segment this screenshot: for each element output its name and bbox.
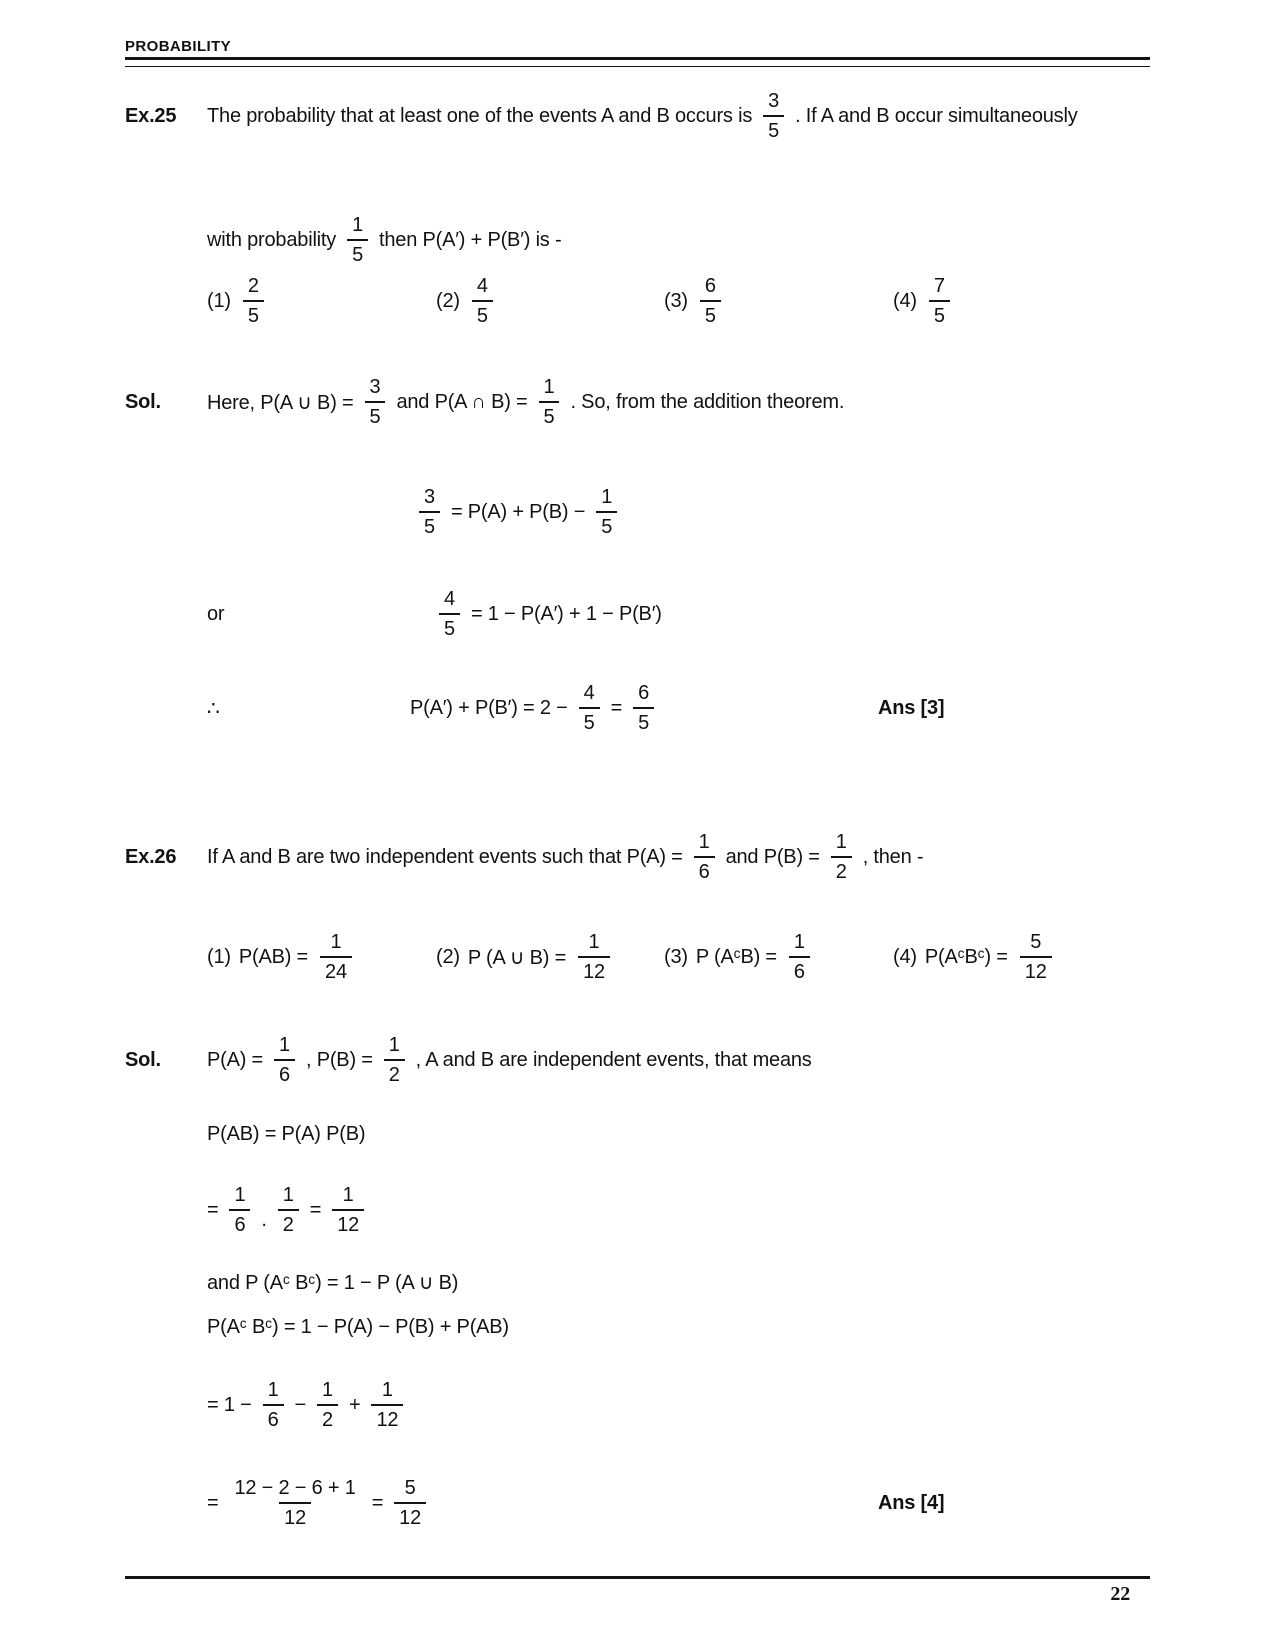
ex25-options-row	[125, 265, 1150, 337]
ex26-option-3	[664, 921, 814, 993]
fraction: $\frac{5}{12}$	[1020, 931, 1052, 984]
option-number: (3)	[664, 945, 688, 968]
ex25-option-1	[207, 265, 268, 337]
equation-text: =	[371, 1491, 384, 1514]
fraction: $\frac{1}{6}$	[694, 831, 715, 884]
header-rule	[125, 57, 1150, 67]
ex26-question-text: and P(B) =	[725, 845, 820, 868]
fraction: $\frac{3}{5}$	[365, 376, 386, 429]
ex25-equation-2	[125, 578, 1150, 650]
option-number: (4)	[893, 945, 917, 968]
fraction: $\frac{1}{6}$	[274, 1034, 295, 1087]
ex25-question-line1	[125, 80, 1150, 152]
ex26-equation-a	[125, 1174, 1232, 1246]
ex26-sol-text: , A and B are independent events, that means	[415, 1048, 812, 1071]
equation-text: = 1 − P(A′) + 1 − P(B′)	[470, 602, 662, 625]
equation-text: P(Aᶜ Bᶜ) = 1 − P(A) − P(B) + P(AB)	[207, 1315, 509, 1338]
equation-text: +	[348, 1393, 361, 1416]
ex26-line-and	[125, 1266, 1232, 1298]
ex26-line-pab	[125, 1118, 1232, 1150]
ex26-equation-b	[125, 1369, 1232, 1441]
fraction: $\frac{4}{5}$	[439, 588, 460, 641]
equation-text: =	[610, 696, 623, 719]
option-number: (2)	[436, 945, 460, 968]
fraction: $\frac{7}{5}$	[929, 275, 950, 328]
fraction: $\frac{1}{5}$	[347, 214, 368, 267]
page-title: PROBABILITY	[125, 38, 232, 55]
option-number: (2)	[436, 289, 460, 312]
ex25-label: Ex.25	[125, 104, 177, 127]
ex26-question-text: , then -	[862, 845, 924, 868]
fraction: $\frac{12 - 2 - 6 + 1}{12}$	[234, 1476, 356, 1529]
ex26-question-text: If A and B are two independent events such that P(A) =	[207, 845, 683, 868]
fraction: $\frac{1}{6}$	[789, 931, 810, 984]
fraction: $\frac{5}{12}$	[394, 1477, 426, 1530]
fraction: $\frac{1}{5}$	[596, 486, 617, 539]
fraction: $\frac{2}{5}$	[243, 275, 264, 328]
equation-text: −	[294, 1393, 307, 1416]
ex26-answer: Ans [4]	[878, 1491, 945, 1514]
ex25-equation-3	[125, 672, 1150, 744]
footer-rule	[125, 1576, 1150, 1579]
option-text: P (A ∪ B) =	[467, 946, 567, 969]
ex26-sol-label: Sol.	[125, 1048, 161, 1071]
option-number: (4)	[893, 289, 917, 312]
fraction: $\frac{4}{5}$	[579, 682, 600, 735]
ex25-question-text: . If A and B occur simultaneously	[795, 104, 1078, 127]
ex26-option-4	[893, 921, 1056, 993]
ex25-answer: Ans [3]	[878, 696, 945, 719]
ex25-sol-text: Here, P(A ∪ B) =	[207, 391, 354, 414]
option-number: (1)	[207, 945, 231, 968]
equation-text: =	[207, 1198, 219, 1221]
fraction: $\frac{1}{6}$	[229, 1184, 250, 1237]
fraction: $\frac{6}{5}$	[633, 682, 654, 735]
fraction: $\frac{1}{12}$	[332, 1184, 364, 1237]
ex26-sol-text: , P(B) =	[305, 1048, 373, 1071]
ex25-sol-label: Sol.	[125, 390, 161, 413]
equation	[410, 682, 658, 735]
fraction: $\frac{3}{5}$	[419, 486, 440, 539]
ex26-option-2	[436, 921, 614, 993]
ex25-option-2	[436, 265, 497, 337]
fraction: $\frac{6}{5}$	[700, 275, 721, 328]
ex26-label: Ex.26	[125, 845, 177, 868]
equation-text: = 1 −	[207, 1393, 252, 1416]
ex26-options-row	[125, 921, 1150, 993]
fraction: $\frac{1}{12}$	[578, 931, 610, 984]
fraction: $\frac{1}{12}$	[371, 1379, 403, 1432]
therefore-symbol: ∴	[207, 697, 220, 720]
page-number: 22	[1110, 1583, 1130, 1605]
equation-text: =	[309, 1198, 322, 1221]
ex25-sol-text: . So, from the addition theorem.	[570, 390, 845, 413]
option-number: (3)	[664, 289, 688, 312]
fraction: $\frac{4}{5}$	[472, 275, 493, 328]
equation-text: P(A′) + P(B′) = 2 −	[410, 696, 568, 719]
equation-text: = P(A) + P(B) −	[450, 500, 586, 523]
fraction: $\frac{1}{5}$	[539, 376, 560, 429]
ex25-equation-1	[125, 476, 1150, 548]
option-number: (1)	[207, 289, 231, 312]
equation-text: P(AB) = P(A) P(B)	[207, 1122, 366, 1145]
ex25-question-text: with probability	[207, 228, 337, 251]
option-text: P(AᶜBᶜ) =	[924, 945, 1008, 968]
ex25-solution-line	[125, 366, 1150, 438]
fraction: $\frac{1}{2}$	[317, 1379, 338, 1432]
fraction: $\frac{1}{2}$	[384, 1034, 405, 1087]
option-text: P(AB) =	[238, 945, 309, 968]
fraction: $\frac{1}{2}$	[831, 831, 852, 884]
ex25-option-4	[893, 265, 954, 337]
ex25-sol-text: and P(A ∩ B) =	[396, 390, 528, 413]
fraction: $\frac{1}{6}$	[263, 1379, 284, 1432]
equation-text: and P (Aᶜ Bᶜ) = 1 − P (A ∪ B)	[207, 1271, 459, 1294]
multiplication-dot: .	[261, 1209, 267, 1231]
equation	[415, 486, 621, 539]
ex25-question-text: then P(A′) + P(B′) is -	[379, 228, 562, 251]
ex25-option-3	[664, 265, 725, 337]
ex26-option-1	[207, 921, 356, 993]
fraction: $\frac{3}{5}$	[763, 90, 784, 143]
ex26-solution-line	[125, 1024, 1150, 1096]
equation	[435, 588, 662, 641]
ex26-line-pacbc	[125, 1311, 1232, 1343]
fraction: $\frac{1}{24}$	[320, 931, 352, 984]
equation-text: =	[207, 1491, 219, 1514]
ex26-equation-c	[125, 1463, 1232, 1543]
ex26-sol-text: P(A) =	[207, 1048, 264, 1071]
fraction: $\frac{1}{2}$	[278, 1184, 299, 1237]
ex26-question-line	[125, 821, 1150, 893]
or-label: or	[207, 602, 225, 625]
option-text: P (AᶜB) =	[695, 945, 777, 968]
ex25-question-text: The probability that at least one of the events A and B occurs is	[207, 104, 753, 127]
